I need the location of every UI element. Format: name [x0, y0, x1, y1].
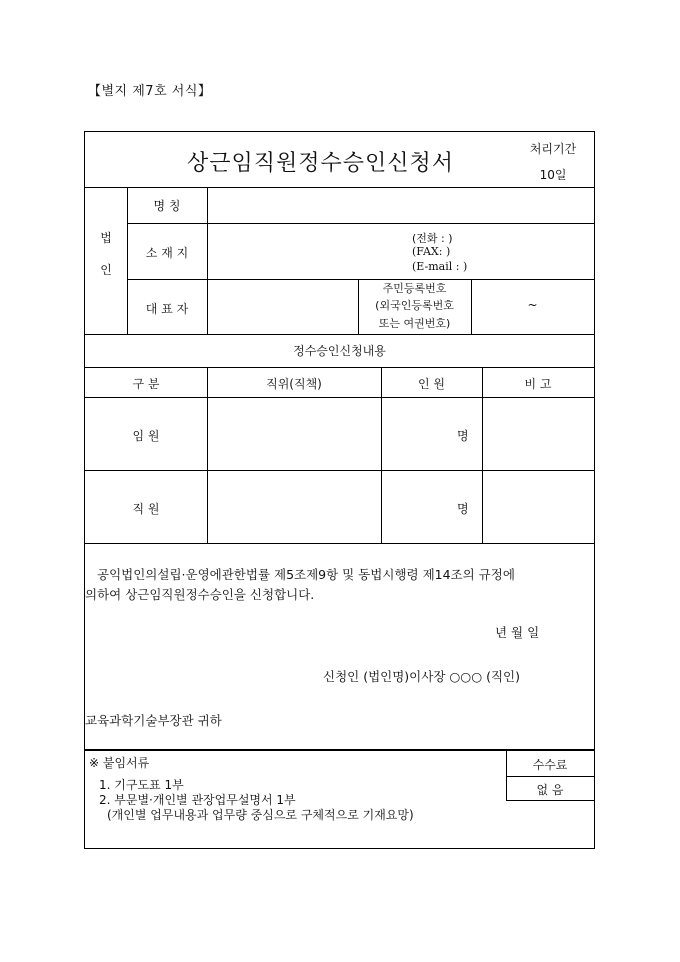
divider: [381, 367, 382, 544]
table-row-label: 직 원: [132, 502, 160, 516]
table-row-unit: 명: [457, 502, 469, 516]
divider: [127, 223, 594, 224]
statement-line-2: 의하여 상근임직원정수승인을 신청합니다.: [85, 587, 315, 602]
divider: [207, 187, 208, 334]
table-header: 인 원: [418, 377, 445, 391]
attachment-item: 2. 부문별·개인별 관장업무설명서 1부: [99, 793, 296, 807]
processing-period-value: 10일: [539, 168, 567, 182]
divider: [207, 367, 208, 544]
corp-side-label: 법 인: [100, 231, 112, 277]
corp-address-label: 소 재 지: [145, 246, 189, 260]
applicant-line: 신청인 (법인명)이사장 ○○○ (직인): [323, 669, 520, 684]
date-line: 년 월 일: [495, 625, 540, 640]
fax-field: (FAX: ): [412, 245, 451, 258]
id-label-3: 또는 여권번호): [378, 317, 451, 330]
statement-line-1: 공익법인의설립·운영에관한법률 제5조제9항 및 동법시행령 제14조의 규정에: [97, 567, 515, 582]
attachments-title: ※ 붙임서류: [89, 756, 150, 770]
divider: [482, 367, 483, 544]
divider: [85, 543, 594, 544]
divider: [506, 776, 594, 777]
divider: [85, 470, 594, 471]
table-header: 구 분: [132, 377, 160, 391]
form-number: 【별지 제7호 서식】: [88, 84, 212, 99]
divider: [85, 187, 594, 188]
fee-label: 수수료: [532, 758, 568, 772]
divider: [85, 334, 594, 335]
phone-field: (전화 : ): [412, 232, 453, 245]
table-header: 직위(직책): [266, 377, 322, 391]
email-field: (E-mail : ): [412, 260, 468, 273]
recipient-line: 교육과학기술부장관 귀하: [85, 713, 222, 728]
corp-rep-label: 대 표 자: [145, 302, 189, 316]
divider: [85, 397, 594, 398]
section-title: 정수승인신청내용: [293, 344, 386, 358]
fee-value: 없 음: [536, 783, 564, 797]
processing-period-label: 처리기간: [529, 142, 577, 156]
divider: [85, 749, 594, 751]
id-value: ~: [527, 298, 538, 312]
application-form: [84, 131, 595, 849]
attachment-item: 1. 기구도표 1부: [99, 778, 184, 792]
table-row-unit: 명: [457, 429, 469, 443]
attachment-note: (개인별 업무내용과 업무량 중심으로 구체적으로 기재요망): [107, 808, 414, 822]
corp-name-label: 명 칭: [153, 199, 181, 213]
table-header: 비 고: [524, 377, 552, 391]
id-label-1: 주민등록번호: [382, 282, 447, 295]
form-title: 상근임직원정수승인신청서: [187, 151, 455, 176]
id-label-2: (외국인등록번호: [375, 299, 454, 312]
table-row-label: 임 원: [132, 429, 160, 443]
divider: [85, 367, 594, 368]
divider: [506, 800, 594, 801]
